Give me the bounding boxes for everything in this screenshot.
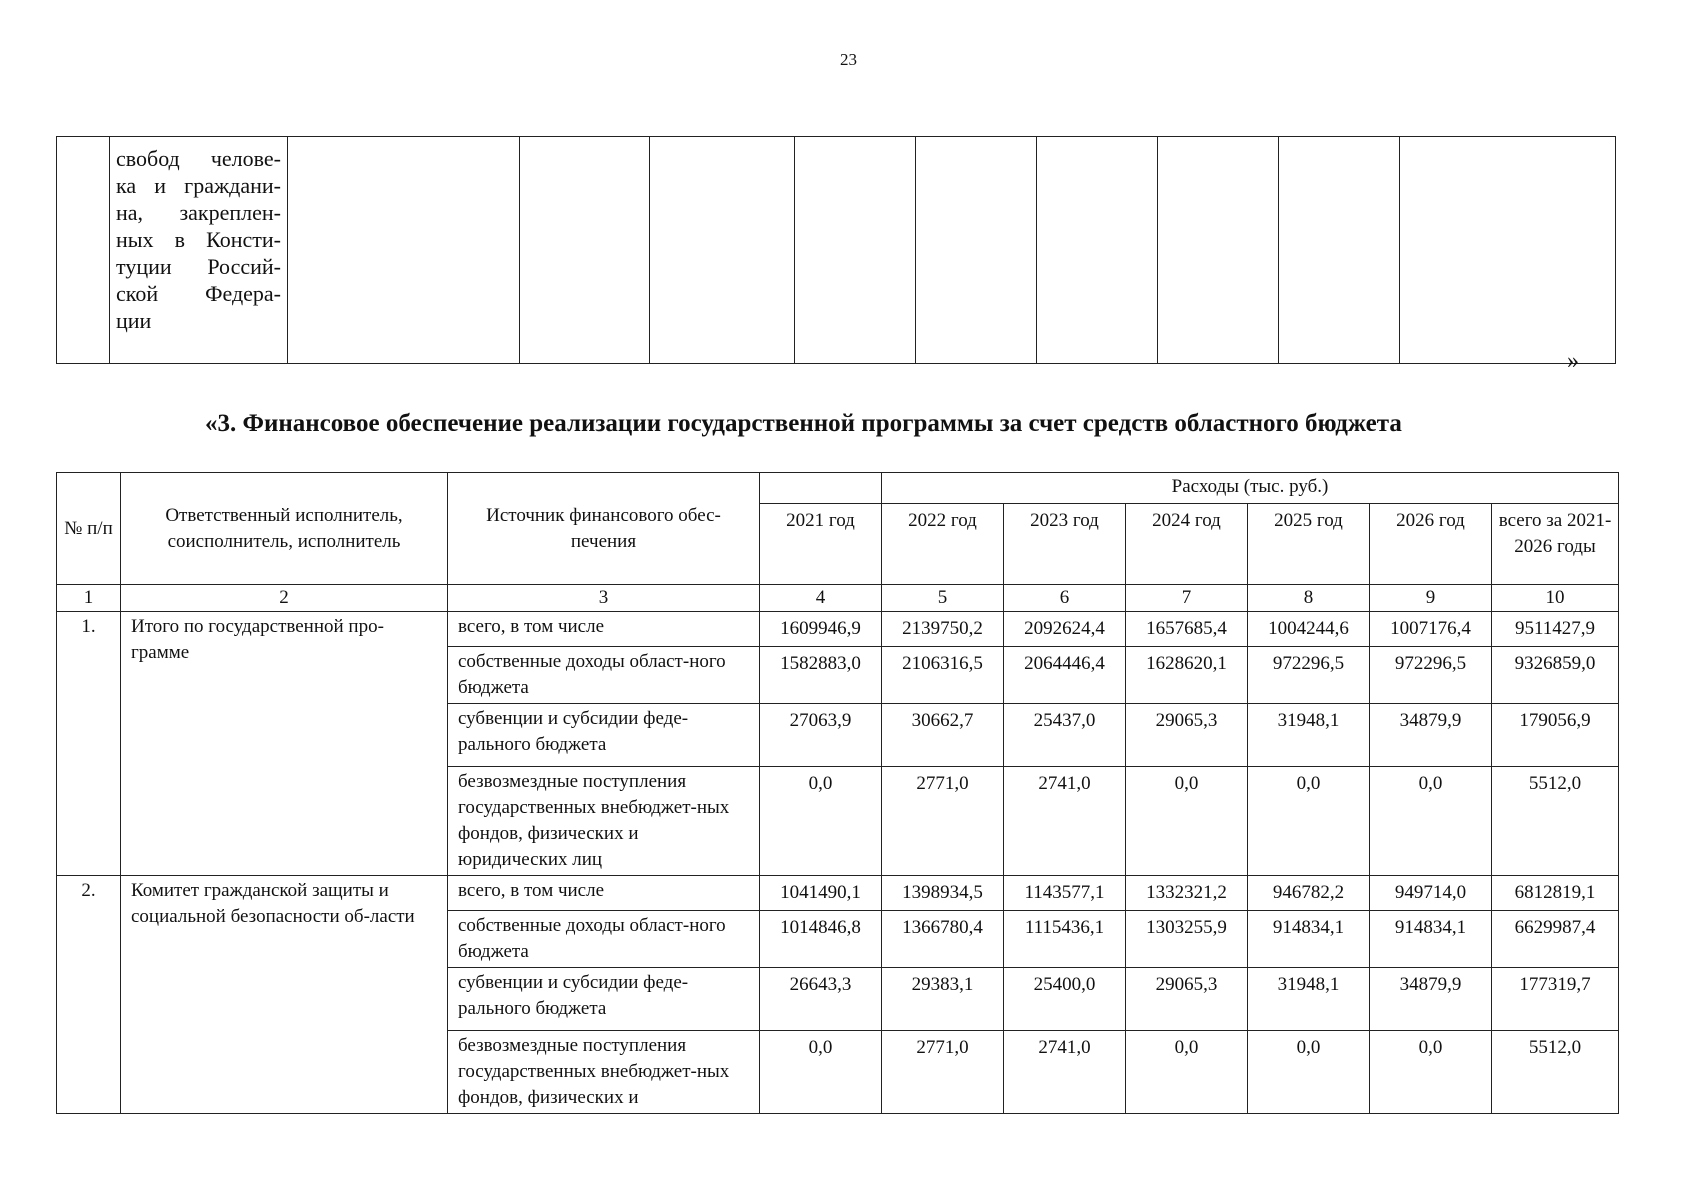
empty-cell (916, 137, 1037, 364)
empty-cell (520, 137, 650, 364)
value-cell: 6629987,4 (1492, 911, 1619, 968)
column-number: 4 (760, 585, 882, 612)
header-source: Источник финансового обес-печения (448, 473, 760, 585)
value-cell: 25437,0 (1004, 704, 1126, 767)
section-title: «3. Финансовое обеспечение реализации государственной программы за счет средств областного бюджета (205, 410, 1402, 437)
header-expenses: Расходы (тыс. руб.) (882, 473, 1619, 504)
empty-cell (57, 137, 110, 364)
value-cell: 29065,3 (1126, 968, 1248, 1031)
value-cell: 29065,3 (1126, 704, 1248, 767)
continuation-line: ской Федера- (116, 281, 281, 306)
value-cell: 2064446,4 (1004, 647, 1126, 704)
header-year: 2025 год (1248, 504, 1370, 585)
column-number: 10 (1492, 585, 1619, 612)
empty-cell (1400, 137, 1616, 364)
value-cell: 5512,0 (1492, 1031, 1619, 1114)
continuation-line: ных в Консти- (116, 227, 281, 252)
value-cell: 0,0 (1370, 1031, 1492, 1114)
header-year: 2021 год (760, 504, 882, 585)
continuation-line: ции (116, 308, 152, 333)
empty-cell (288, 137, 520, 364)
page-number: 23 (840, 50, 857, 69)
source-cell: субвенции и субсидии феде-рального бюджета (448, 704, 760, 767)
value-cell: 2106316,5 (882, 647, 1004, 704)
source-cell: субвенции и субсидии феде-рального бюджета (448, 968, 760, 1031)
value-cell: 0,0 (760, 1031, 882, 1114)
continuation-text (110, 137, 288, 364)
empty-cell (1037, 137, 1158, 364)
empty-cell (650, 137, 795, 364)
closing-quote: » (1567, 348, 1579, 374)
value-cell: 2741,0 (1004, 767, 1126, 876)
header-year: 2024 год (1126, 504, 1248, 585)
header-year: 2026 год (1370, 504, 1492, 585)
row-number: 1. (57, 612, 121, 876)
value-cell: 1041490,1 (760, 876, 882, 911)
value-cell: 2771,0 (882, 767, 1004, 876)
value-cell: 2741,0 (1004, 1031, 1126, 1114)
value-cell: 1007176,4 (1370, 612, 1492, 647)
column-number: 7 (1126, 585, 1248, 612)
column-number-row (57, 585, 1619, 612)
value-cell: 25400,0 (1004, 968, 1126, 1031)
continuation-line: туции Россий- (116, 254, 281, 279)
continuation-line: свобод челове- (116, 146, 281, 171)
value-cell: 2139750,2 (882, 612, 1004, 647)
value-cell: 6812819,1 (1492, 876, 1619, 911)
value-cell: 5512,0 (1492, 767, 1619, 876)
value-cell: 1657685,4 (1126, 612, 1248, 647)
value-cell: 972296,5 (1370, 647, 1492, 704)
column-number: 2 (121, 585, 448, 612)
value-cell: 29383,1 (882, 968, 1004, 1031)
value-cell: 34879,9 (1370, 704, 1492, 767)
financing-table (56, 472, 1619, 1114)
value-cell: 1582883,0 (760, 647, 882, 704)
empty-cell (1158, 137, 1279, 364)
column-number: 3 (448, 585, 760, 612)
value-cell: 1014846,8 (760, 911, 882, 968)
value-cell: 9511427,9 (1492, 612, 1619, 647)
value-cell: 1332321,2 (1126, 876, 1248, 911)
table-row (57, 876, 1619, 911)
header-row-1 (57, 473, 1619, 504)
value-cell: 0,0 (1248, 1031, 1370, 1114)
empty-cell (1279, 137, 1400, 364)
row-number: 2. (57, 876, 121, 1114)
value-cell: 1398934,5 (882, 876, 1004, 911)
header-year: 2023 год (1004, 504, 1126, 585)
value-cell: 2771,0 (882, 1031, 1004, 1114)
value-cell: 31948,1 (1248, 704, 1370, 767)
source-cell: безвозмездные поступления государственных внебюджет-ных фондов, физических и юридических лиц (448, 767, 760, 876)
continuation-line: ка и граждани- (116, 173, 281, 198)
value-cell: 1609946,9 (760, 612, 882, 647)
value-cell: 2092624,4 (1004, 612, 1126, 647)
value-cell: 1115436,1 (1004, 911, 1126, 968)
value-cell: 0,0 (1126, 767, 1248, 876)
value-cell: 946782,2 (1248, 876, 1370, 911)
table-row (57, 612, 1619, 647)
value-cell: 0,0 (1370, 767, 1492, 876)
value-cell: 30662,7 (882, 704, 1004, 767)
value-cell: 1628620,1 (1126, 647, 1248, 704)
header-year: 2022 год (882, 504, 1004, 585)
column-number: 1 (57, 585, 121, 612)
header-blank (760, 473, 882, 504)
continuation-table (56, 136, 1616, 364)
value-cell: 972296,5 (1248, 647, 1370, 704)
column-number: 8 (1248, 585, 1370, 612)
source-cell: всего, в том числе (448, 612, 760, 647)
source-cell: безвозмездные поступления государственных внебюджет-ных фондов, физических и (448, 1031, 760, 1114)
header-num: № п/п (57, 473, 121, 585)
value-cell: 0,0 (760, 767, 882, 876)
source-cell: собственные доходы област-ного бюджета (448, 647, 760, 704)
executor-cell: Итого по государственной про-грамме (121, 612, 448, 876)
value-cell: 1366780,4 (882, 911, 1004, 968)
header-executor: Ответственный исполнитель, соисполнитель, исполнитель (121, 473, 448, 585)
value-cell: 9326859,0 (1492, 647, 1619, 704)
value-cell: 914834,1 (1248, 911, 1370, 968)
value-cell: 0,0 (1126, 1031, 1248, 1114)
column-number: 5 (882, 585, 1004, 612)
source-cell: всего, в том числе (448, 876, 760, 911)
value-cell: 0,0 (1248, 767, 1370, 876)
column-number: 9 (1370, 585, 1492, 612)
value-cell: 34879,9 (1370, 968, 1492, 1031)
value-cell: 1004244,6 (1248, 612, 1370, 647)
value-cell: 26643,3 (760, 968, 882, 1031)
value-cell: 27063,9 (760, 704, 882, 767)
column-number: 6 (1004, 585, 1126, 612)
value-cell: 31948,1 (1248, 968, 1370, 1031)
value-cell: 1143577,1 (1004, 876, 1126, 911)
value-cell: 177319,7 (1492, 968, 1619, 1031)
value-cell: 914834,1 (1370, 911, 1492, 968)
value-cell: 179056,9 (1492, 704, 1619, 767)
executor-cell: Комитет гражданской защиты и социальной безопасности об-ласти (121, 876, 448, 1114)
empty-cell (795, 137, 916, 364)
value-cell: 949714,0 (1370, 876, 1492, 911)
source-cell: собственные доходы област-ного бюджета (448, 911, 760, 968)
continuation-line: на, закреплен- (116, 200, 281, 225)
value-cell: 1303255,9 (1126, 911, 1248, 968)
header-total: всего за 2021-2026 годы (1492, 504, 1619, 585)
